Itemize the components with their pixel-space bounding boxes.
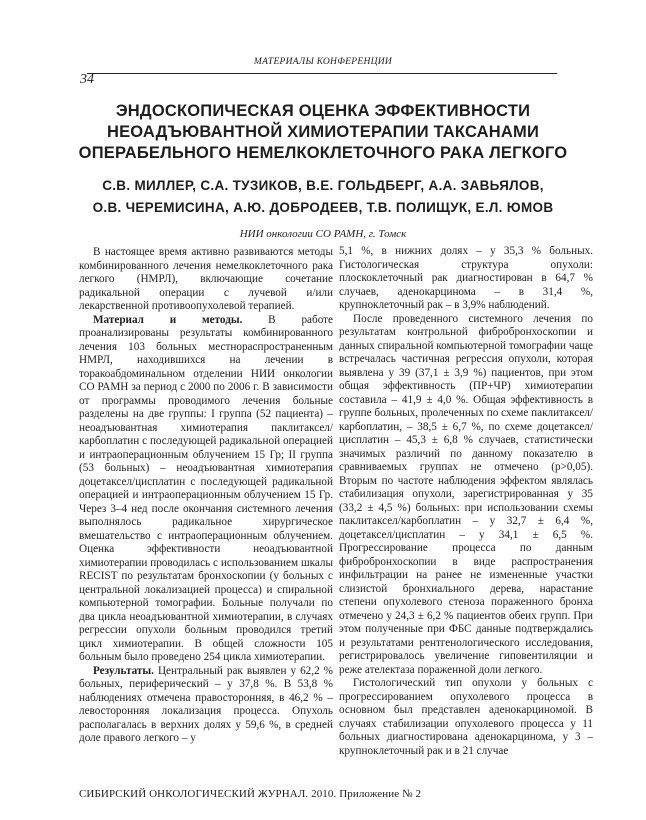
- left-column: [79, 246, 333, 746]
- running-head: МАТЕРИАЛЫ КОНФЕРЕНЦИИ: [253, 57, 393, 67]
- article-title: [70, 101, 576, 164]
- page-number: 34: [80, 72, 94, 87]
- continuation-paragraph: 5,1 %, в нижних долях – у 35,3 % больных. Гистологическая структура опухоли: плоскоклеточный рак диагностирован в 64,7 % случаев, аденокарцинома – в 31,4 %, крупноклеточный рак – в 3,9% наблюдений.: [339, 245, 593, 311]
- author-list: [60, 175, 586, 219]
- results-heading: Результаты.: [93, 664, 154, 677]
- header-rule: [87, 73, 557, 74]
- intro-paragraph: В настоящее время активно развиваются методы комбинированного лечения немелкоклеточного рака легкого (НМРЛ), включающие сочетание радикальной операции с лучевой и/или лекарственной противоопухолевой терапией.: [79, 246, 333, 312]
- title-line: НЕОАДЪЮВАНТНОЙ ХИМИОТЕРАПИИ ТАКСАНАМИ: [106, 123, 540, 141]
- results-paragraph: [79, 665, 333, 746]
- findings-paragraph: После проведенного системного лечения по результатам контрольной фибробронхоскопии и данных спиральной компьютерной томографии чаще встречалась частичная регрессия опухоли, которая выявлена у 39 (37,1 ± 3,9 %) пациентов, при этом общая эффективность (ПР+ЧР) химиотерапии составила – 41,9 ± 4,0 %. Общая эффективность в группе больных, пролеченных по схеме паклитаксел/карбоплатин, – 38,5 ± 6,7 %, по схеме доцетаксел/цисплатин – 45,3 ± 6,8 % случаев, статистически значимых различий по данному показателю в сравниваемых группах не отмечено (p>0,05). Вторым по частоте наблюдения эффектом являлась стабилизация опухоли, зарегистрированная у 35 (33,2 ± 4,5 %) больных: при использовании схемы паклитаксел/карбоплатин – у 32,7 ± 6,4 %, доцетаксел/цисплатин – у 34,1 ± 6,5 %. Прогрессирование процесса по данным фибробронхоскопии в виде распространения инфильтрации на ранее не измененные участки слизистой бронхиального дерева, нарастание степени опухолевого стеноза пораженного бронха отмечено у 24,3 ± 6,2 % пациентов обеих групп. При этом полученные при ФБС данные подтверждались и результатами рентгенологического исследования, регистрировалось увеличение гиповентиляции и реже ателектаза пораженной доли легкого.: [339, 312, 593, 676]
- author-line: О.В. ЧЕРЕМИСИНА, А.Ю. ДОБРОДЕЕВ, Т.В. ПОЛИЩУК, Е.Л. ЮМОВ: [92, 200, 554, 215]
- methods-heading: Материал и методы.: [93, 313, 243, 326]
- histology-paragraph: Гистологический тип опухоли у больных с прогрессированием опухолевого процесса в основном был представлен аденокарциномой. В случаях стабилизации опухолевого процесса у 11 больных диагностирована аденокарцинома, у 3 – крупноклеточный рак и в 21 случае: [339, 677, 593, 757]
- methods-text: В работе проанализированы результаты комбинированного лечения 103 больных местнораспространенным НМРЛ, находившихся на лечении в торакоабдоминальном отделении НИИ онкологии СО РАМН за период с 2000 по 2006 г. В зависимости от программы проводимого лечения больные разделены на две группы: I группа (52 пациента) – неоадъювантная химиотерапия паклитаксел/карбоплатин с последующей радикальной операцией и интраоперационным облучением 15 Гр; II группа (53 больных) – неоадъювантная химиотерапия доцетаксел/цисплатин с последующей радикальной операцией и интраоперационным облучением 15 Гр. Через 3–4 нед после окончания системного лечения выполнялось радикальное хирургическое вмешательство с интраоперационным облучением. Оценка эффективности неоадъювантной химиотерапии проводилась с использованием шкалы RECIST по результатам бронхоскопии (у больных с центральной локализацией процесса) и спиральной компьютерной томографии. Больные получали по два цикла неоадъювантной химиотерапии, в случаях регрессии опухоли больным проводился третий цикл химиотерапии. В общей сложности 105 больным было проведено 254 цикла химиотерапии.: [79, 313, 333, 663]
- right-column: [339, 245, 593, 758]
- journal-footer: СИБИРСКИЙ ОНКОЛОГИЧЕСКИЙ ЖУРНАЛ. 2010. Приложение № 2: [79, 788, 422, 800]
- affiliation: НИИ онкологии СО РАМН, г. Томск: [239, 228, 407, 240]
- methods-paragraph: [79, 314, 333, 665]
- title-line: ЭНДОСКОПИЧЕСКАЯ ОЦЕНКА ЭФФЕКТИВНОСТИ: [115, 102, 531, 120]
- title-line: ОПЕРАБЕЛЬНОГО НЕМЕЛКОКЛЕТОЧНОГО РАКА ЛЕГКОГО: [78, 144, 568, 162]
- author-line: С.В. МИЛЛЕР, С.А. ТУЗИКОВ, В.Е. ГОЛЬДБЕРГ, А.А. ЗАВЬЯЛОВ,: [102, 178, 544, 193]
- results-text: Центральный рак выявлен у 62,2 % больных, периферический – у 37,8 %. В 53,8 % наблюдениях отмечена правосторонняя, в 46,2 % – левосторонняя локализация процесса. Опухоль располагалась в верхних долях у 59,6 %, в средней доле правого легкого – у: [79, 664, 333, 744]
